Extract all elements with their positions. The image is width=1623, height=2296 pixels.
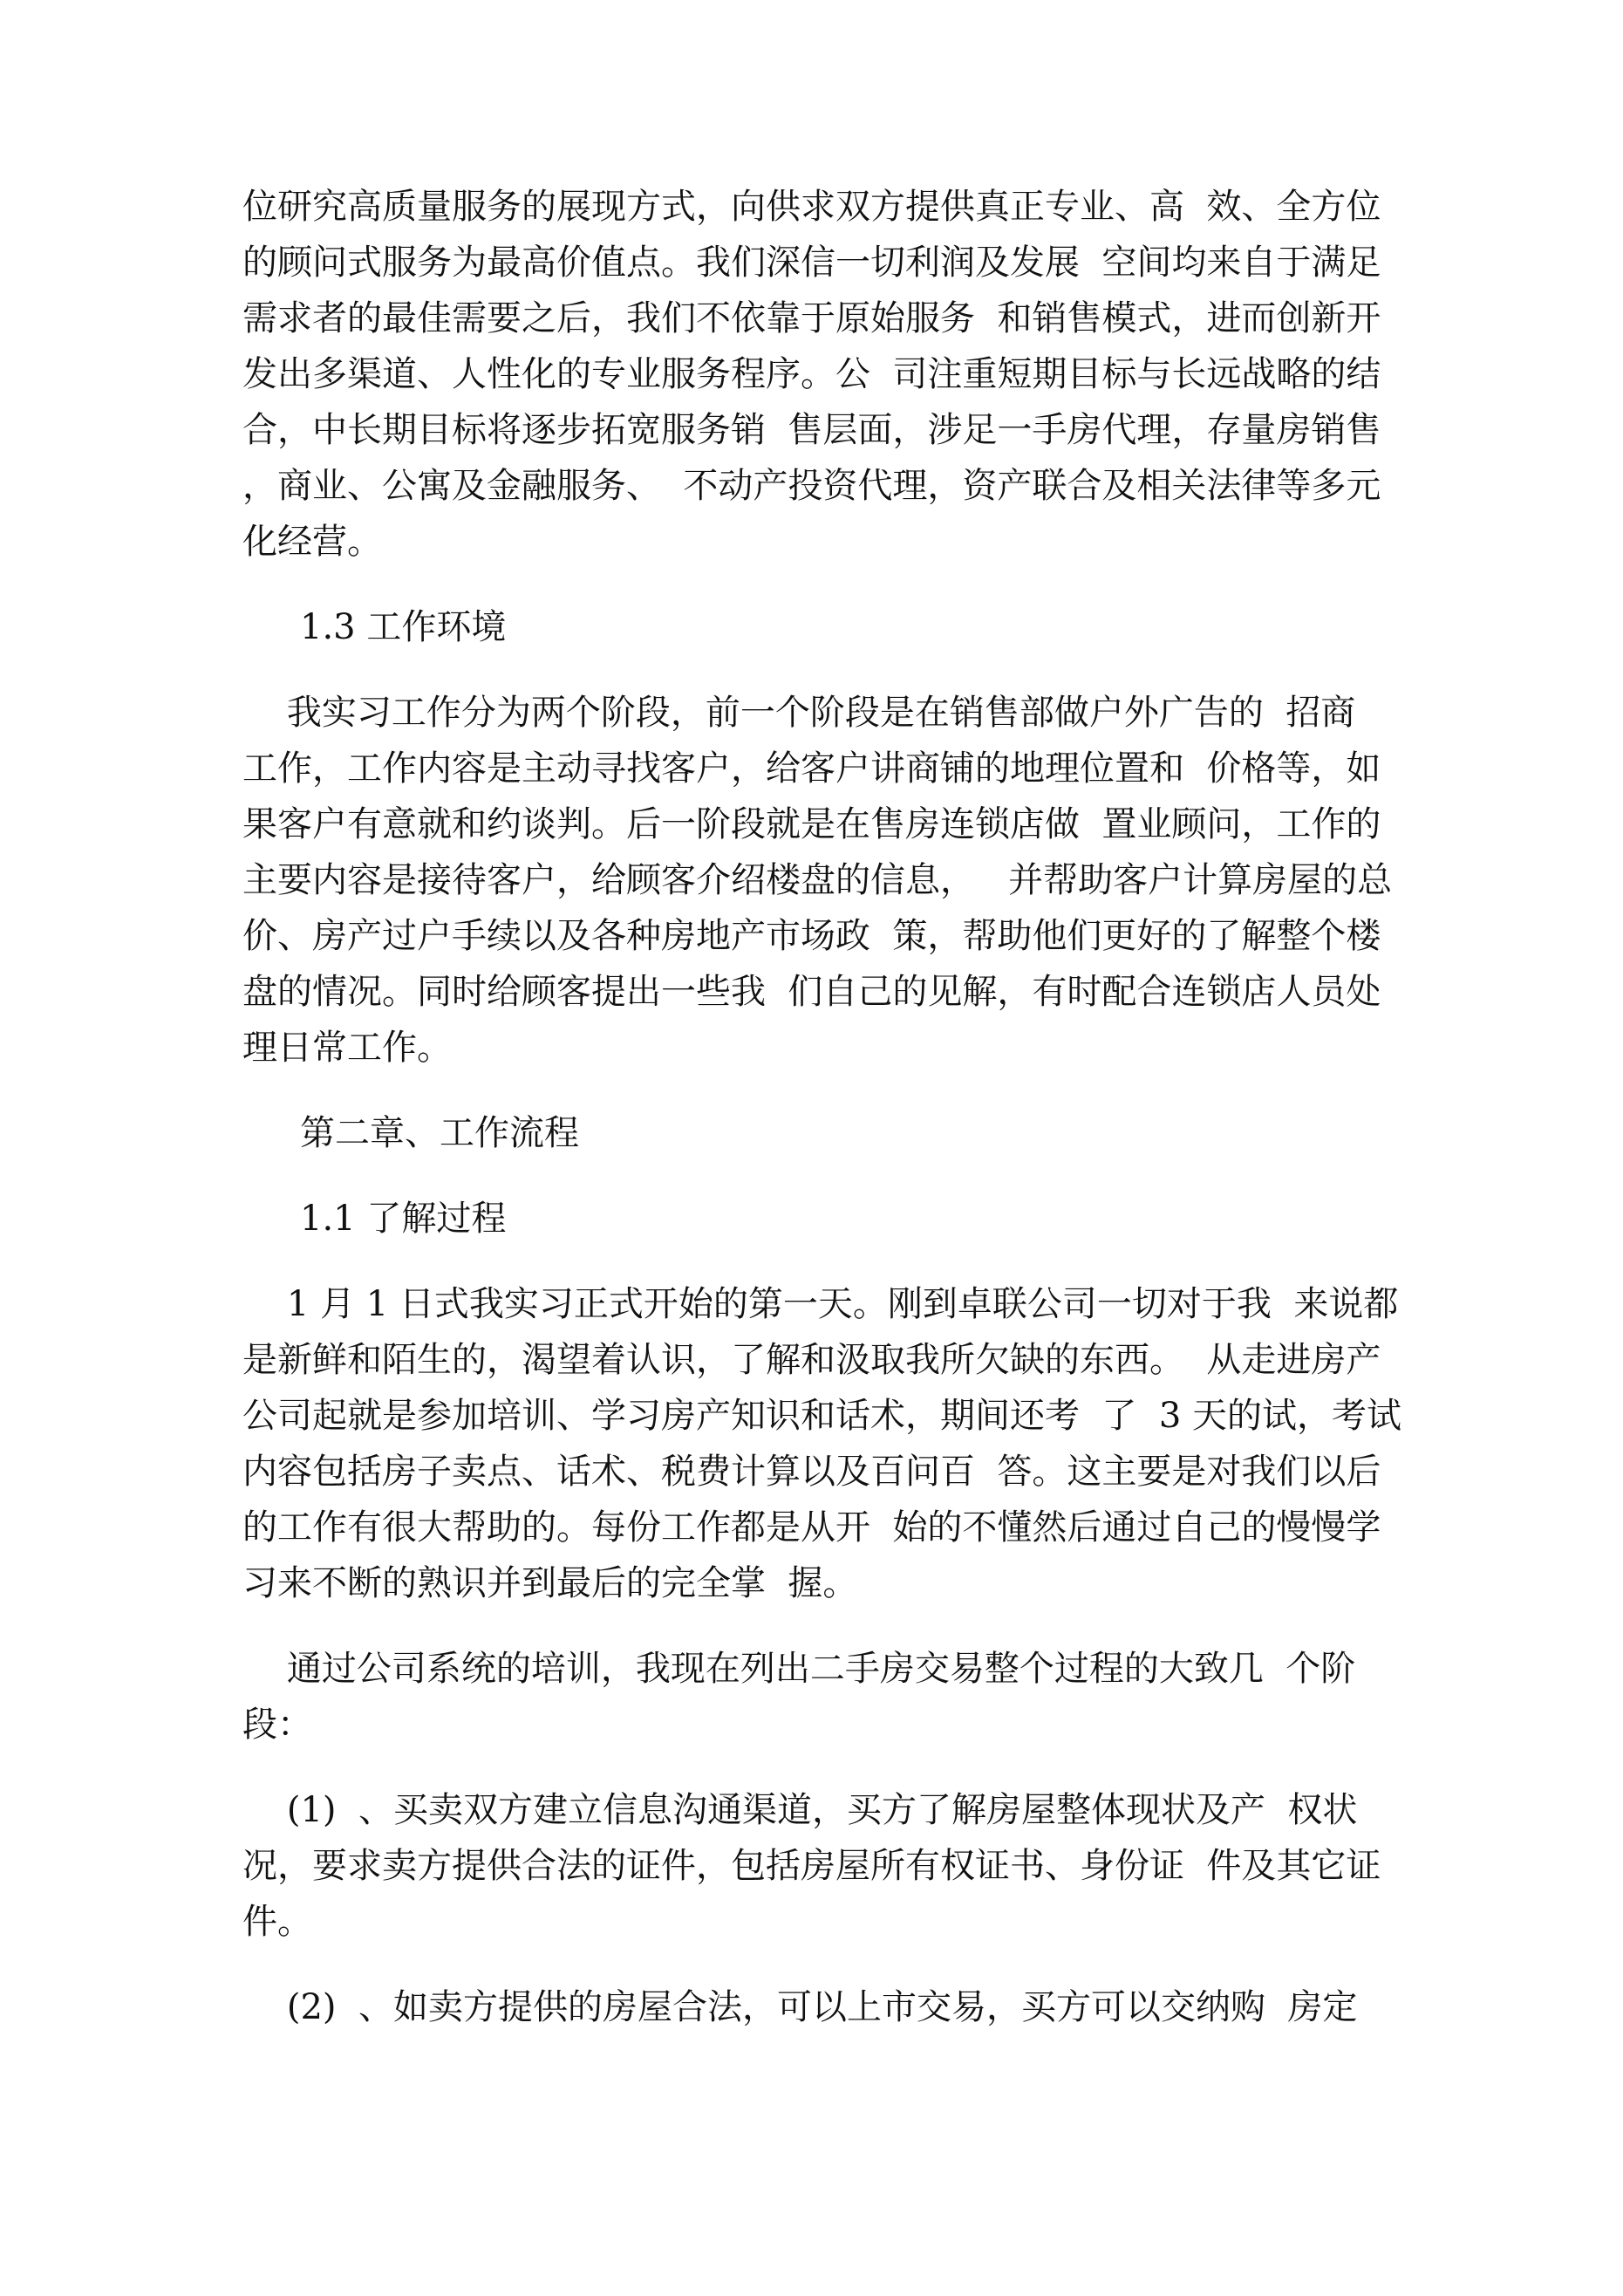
text-line: 况，要求卖方提供合法的证件，包括房屋所有权证书、身份证 件及其它证 <box>242 1846 1381 1886</box>
paragraph-stage-1 <box>242 1782 1411 1950</box>
text-line: 需求者的最佳需要之后，我们不依靠于原始服务 和销售模式，进而创新开 <box>242 298 1381 338</box>
chapter-heading-workflow: 第二章、工作流程 <box>300 1113 579 1153</box>
text-line: 的工作有很大帮助的。每份工作都是从开 始的不懂然后通过自己的慢慢学 <box>242 1507 1381 1548</box>
text-line: 习来不断的熟识并到最后的完全掌 握。 <box>242 1563 858 1603</box>
section-heading-understanding-process: 1.1 了解过程 <box>300 1199 507 1239</box>
text-line: 盘的情况。同时给顾客提出一些我 们自己的见解，有时配合连锁店人员处 <box>242 972 1381 1012</box>
text-line: 主要内容是接待客户，给顾客介绍楼盘的信息， 并帮助客户计算房屋的总 <box>242 860 1393 900</box>
text-line: 果客户有意就和约谈判。后一阶段就是在售房连锁店做 置业顾问，工作的 <box>242 804 1381 844</box>
text-line: 发出多渠道、人性化的专业服务程序。公 司注重短期目标与长远战略的结 <box>242 354 1381 394</box>
document-body <box>242 179 1411 2065</box>
paragraph-first-day <box>242 1276 1411 1611</box>
text-line: 的顾问式服务为最高价值点。我们深信一切利润及发展 空间均来自于满足 <box>242 243 1381 283</box>
text-line: 位研究高质量服务的展现方式，向供求双方提供真正专业、高 效、全方位 <box>242 187 1381 227</box>
paragraph-training-stages <box>242 1641 1411 1753</box>
text-line: 是新鲜和陌生的，渴望着认识，了解和汲取我所欠缺的东西。 从走进房产 <box>242 1340 1381 1380</box>
paragraph-stage-2 <box>242 1979 1411 2035</box>
section-heading-work-environment: 1.3 工作环境 <box>300 607 507 647</box>
text-line: 内容包括房子卖点、话术、税费计算以及百问百 答。这主要是对我们以后 <box>242 1452 1381 1492</box>
text-line: 价、房产过户手续以及各种房地产市场政 策，帮助他们更好的了解整个楼 <box>242 916 1381 956</box>
text-line: 通过公司系统的培训，我现在列出二手房交易整个过程的大致几 个阶 <box>242 1649 1356 1689</box>
text-line: 件。 <box>242 1902 312 1942</box>
text-line: 1 月 1 日式我实习正式开始的第一天。刚到卓联公司一切对于我 来说都 <box>242 1284 1399 1324</box>
paragraph-company-intro <box>242 179 1411 570</box>
text-line: 段： <box>242 1705 312 1745</box>
text-line: 合，中长期目标将逐步拓宽服务销 售层面，涉足一手房代理，存量房销售 <box>242 410 1381 450</box>
text-line: 公司起就是参加培训、学习房产知识和话术，期间还考 了 3 天的试，考试 <box>242 1396 1402 1436</box>
paragraph-work-environment <box>242 685 1411 1076</box>
text-line: 工作，工作内容是主动寻找客户，给客户讲商铺的地理位置和 价格等，如 <box>242 748 1381 789</box>
text-line: (2) 、如卖方提供的房屋合法，可以上市交易，买方可以交纳购 房定 <box>242 1987 1358 2027</box>
text-line: 我实习工作分为两个阶段，前一个阶段是在销售部做户外广告的 招商 <box>242 693 1356 733</box>
text-line: (1) 、买卖双方建立信息沟通渠道，买方了解房屋整体现状及产 权状 <box>242 1790 1358 1830</box>
text-line: 理日常工作。 <box>242 1028 452 1068</box>
text-line: 化经营。 <box>242 522 382 562</box>
text-line: ，商业、公寓及金融服务、 不动产投资代理，资产联合及相关法律等多元 <box>242 466 1381 506</box>
